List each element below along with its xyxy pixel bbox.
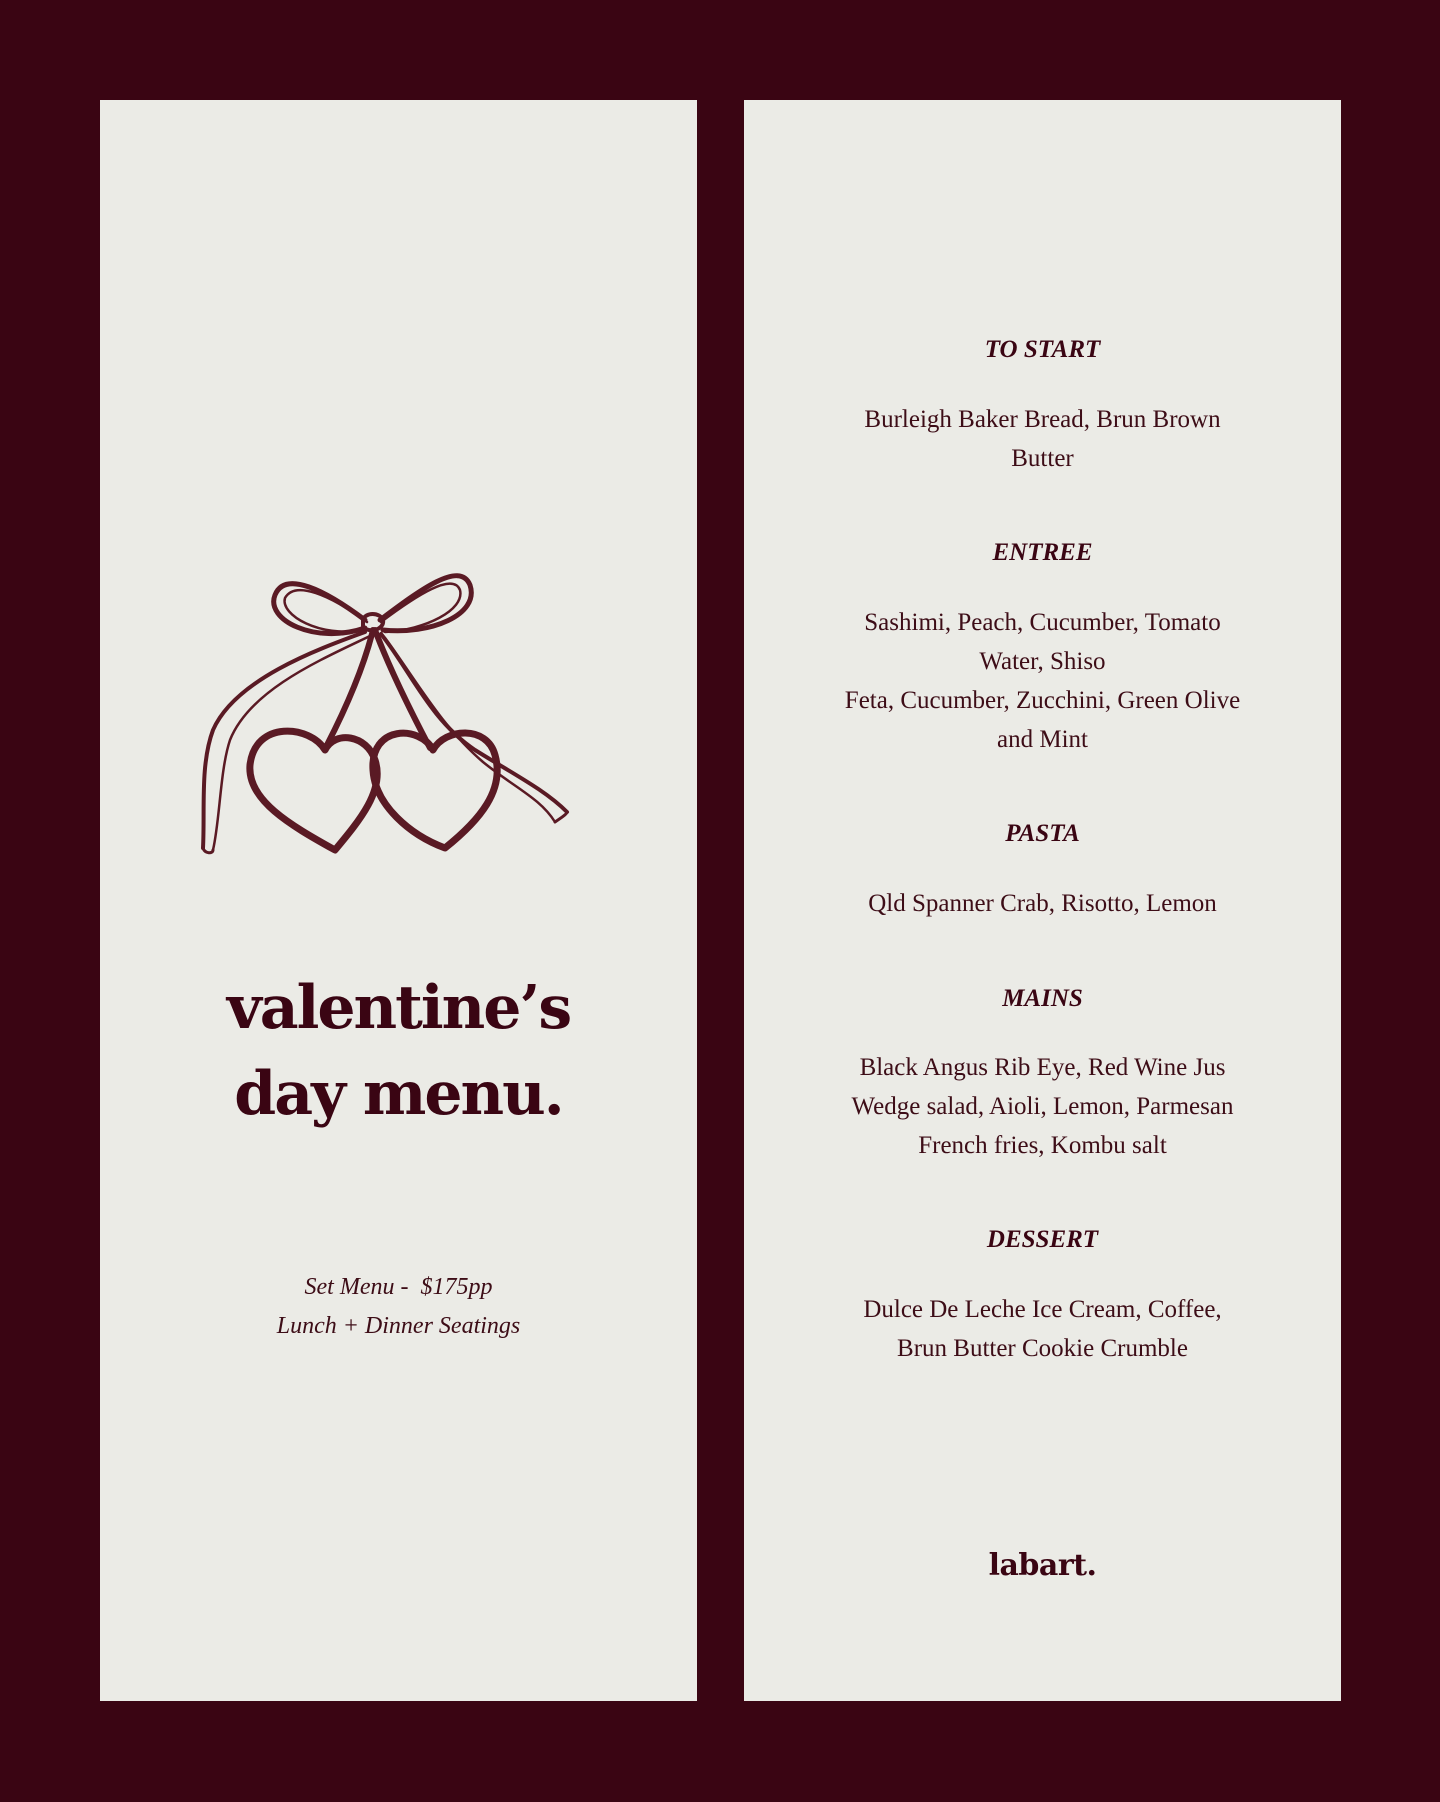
- section-items-pasta: [774, 884, 1311, 923]
- menu-title: [100, 965, 697, 1137]
- menu-item: French fries, Kombu salt: [918, 1132, 1167, 1159]
- menu-item: and Mint: [997, 726, 1088, 753]
- section-heading-mains: MAINS: [1002, 985, 1083, 1012]
- brand-logo: labart.: [988, 1548, 1097, 1583]
- cherries-with-bow-icon: [195, 550, 615, 890]
- price-line: Set Menu - $175pp: [304, 1274, 493, 1300]
- menu-item: Butter: [1011, 445, 1074, 472]
- menu-item: Water, Shiso: [979, 648, 1106, 675]
- seatings-line: Lunch + Dinner Seatings: [276, 1313, 521, 1339]
- menu-item: Sashimi, Peach, Cucumber, Tomato: [864, 609, 1221, 636]
- cover-panel: [100, 100, 697, 1701]
- menu-item: Black Angus Rib Eye, Red Wine Jus: [859, 1054, 1226, 1081]
- section-heading-pasta: PASTA: [1005, 820, 1080, 847]
- section-heading-to-start: TO START: [984, 336, 1101, 363]
- menu-item: Feta, Cucumber, Zucchini, Green Olive: [844, 687, 1241, 714]
- section-heading-entree: ENTREE: [992, 539, 1093, 566]
- section-heading-dessert: DESSERT: [986, 1226, 1099, 1253]
- menu-item: Wedge salad, Aioli, Lemon, Parmesan: [851, 1093, 1234, 1120]
- section-items-to-start: [774, 400, 1311, 478]
- section-items-entree: [774, 603, 1311, 759]
- menu-item: Brun Butter Cookie Crumble: [897, 1335, 1188, 1362]
- menu-subtitle: [100, 1268, 697, 1346]
- menu-panel: [744, 100, 1341, 1701]
- title-line-1: valentine’s: [226, 973, 571, 1043]
- section-items-mains: [774, 1048, 1311, 1165]
- section-items-dessert: [774, 1290, 1311, 1368]
- menu-item: Qld Spanner Crab, Risotto, Lemon: [868, 890, 1217, 917]
- menu-item: Dulce De Leche Ice Cream, Coffee,: [863, 1296, 1222, 1323]
- title-line-2: day menu.: [234, 1059, 563, 1129]
- menu-item: Burleigh Baker Bread, Brun Brown: [864, 406, 1221, 433]
